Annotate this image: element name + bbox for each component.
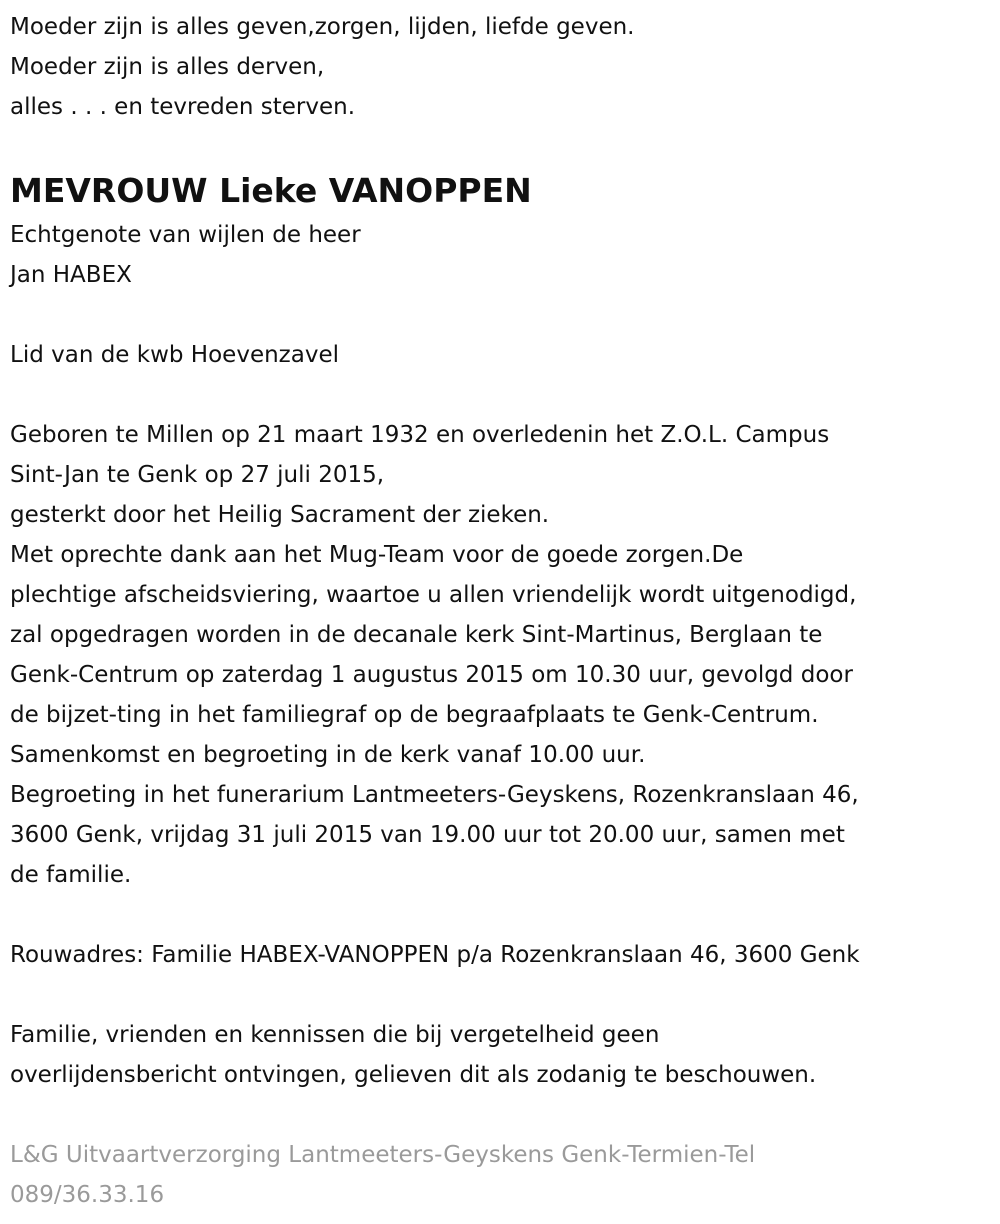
poem-line: Moeder zijn is alles geven,zorgen, lijden, liefde geven. [10,14,635,40]
spouse-line: Echtgenote van wijlen de heer [10,222,361,248]
details [10,415,860,895]
notice-line: overlijdensbericht ontvingen, gelieven dit als zodanig te beschouwen. [10,1062,817,1088]
mourning-address: Rouwadres: Familie HABEX-VANOPPEN p/a Rozenkranslaan 46, 3600 Genk [10,942,860,968]
details-line: de familie. [10,862,132,888]
poem [10,7,860,127]
details-line: Samenkomst en begroeting in de kerk vanaf 10.00 uur. [10,742,646,768]
footer-line: 089/36.33.16 [10,1182,165,1208]
details-line: Met oprechte dank aan het Mug-Team voor de goede zorgen.De [10,542,744,568]
details-line: plechtige afscheidsviering, waartoe u allen vriendelijk wordt uitgenodigd, [10,582,857,608]
details-line: de bijzet-ting in het familiegraf op de begraafplaats te Genk-Centrum. [10,702,819,728]
deceased-name: MEVROUW Lieke VANOPPEN [10,171,532,210]
spouse-info [10,215,860,295]
details-line: Sint-Jan te Genk op 27 juli 2015, [10,462,385,488]
poem-line: Moeder zijn is alles derven, [10,54,325,80]
details-line: Begroeting in het funerarium Lantmeeters-Geyskens, Rozenkranslaan 46, [10,782,859,808]
membership: Lid van de kwb Hoevenzavel [10,342,339,368]
poem-line: alles . . . en tevreden sterven. [10,94,355,120]
notice [10,1015,860,1095]
funeral-home-footer [10,1135,860,1215]
details-line: gesterkt door het Heilig Sacrament der zieken. [10,502,550,528]
footer-line: L&G Uitvaartverzorging Lantmeeters-Geyskens Genk-Termien-Tel [10,1142,756,1168]
details-line: 3600 Genk, vrijdag 31 juli 2015 van 19.00 uur tot 20.00 uur, samen met [10,822,845,848]
spouse-line: Jan HABEX [10,262,132,288]
details-line: Geboren te Millen op 21 maart 1932 en overledenin het Z.O.L. Campus [10,422,830,448]
notice-line: Familie, vrienden en kennissen die bij vergetelheid geen [10,1022,660,1048]
details-line: Genk-Centrum op zaterdag 1 augustus 2015 om 10.30 uur, gevolgd door [10,662,853,688]
obituary-notice [10,7,860,1215]
details-line: zal opgedragen worden in de decanale kerk Sint-Martinus, Berglaan te [10,622,823,648]
